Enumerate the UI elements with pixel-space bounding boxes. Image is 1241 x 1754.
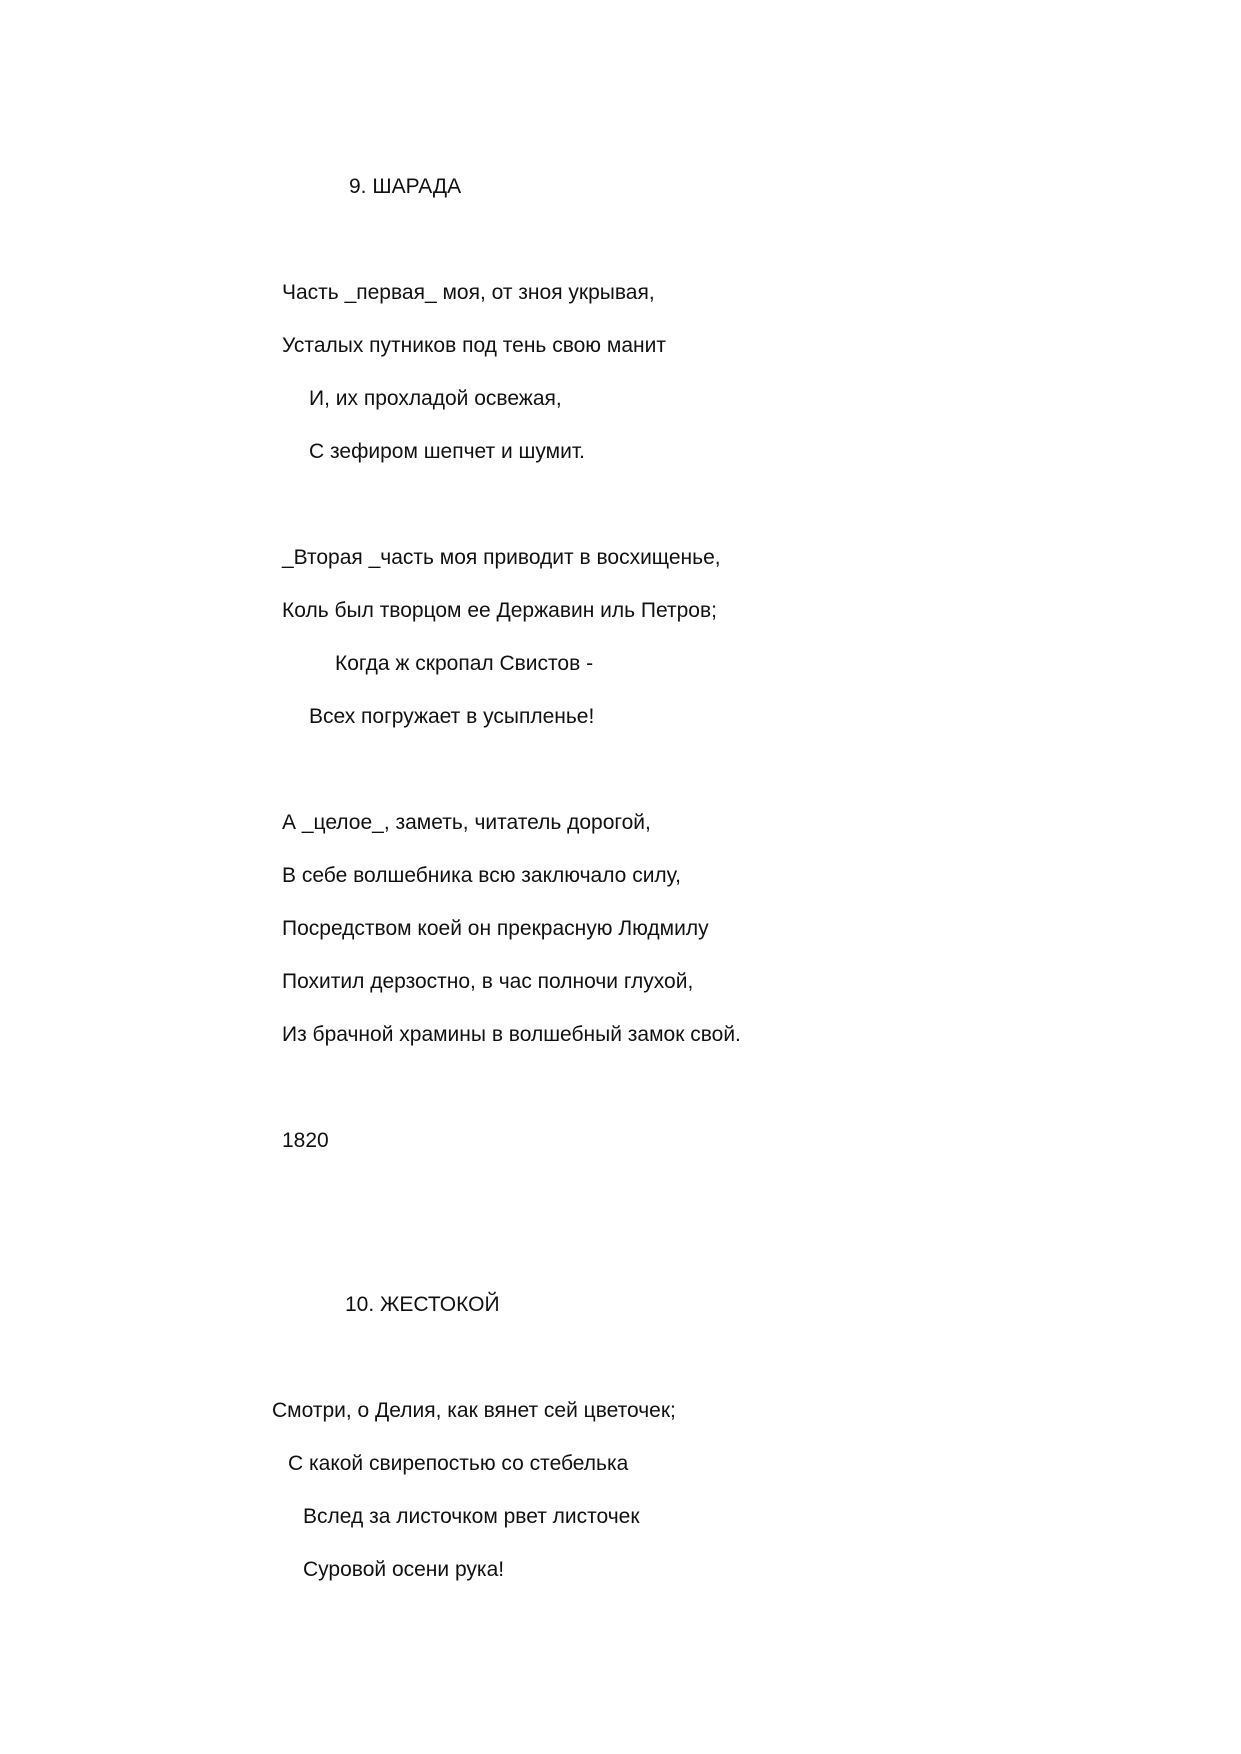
poem-title: 10. ЖЕСТОКОЙ	[345, 1293, 500, 1316]
poem-line: Из брачной храмины в волшебный замок свой.	[282, 1023, 741, 1046]
poem-line: Суровой осени рука!	[303, 1558, 505, 1581]
poem-line: Всех погружает в усыпленье!	[309, 705, 595, 728]
poem-line: Похитил дерзостно, в час полночи глухой,	[282, 970, 694, 993]
poem-line: И, их прохладой освежая,	[309, 387, 562, 410]
poem-line: Усталых путников под тень свою манит	[282, 334, 666, 357]
poem-line: Часть _первая_ моя, от зноя укрывая,	[282, 281, 655, 304]
poem-title: 9. ШАРАДА	[349, 175, 462, 198]
poem-line: С зефиром шепчет и шумит.	[309, 440, 585, 463]
poem-line: В себе волшебника всю заключало силу,	[282, 864, 681, 887]
poem-line: Посредством коей он прекрасную Людмилу	[282, 917, 709, 940]
poem-line: Коль был творцом ее Державин иль Петров;	[282, 599, 717, 622]
poem-year: 1820	[282, 1129, 329, 1152]
poem-line: _Вторая _часть моя приводит в восхищенье,	[282, 546, 721, 569]
poem-line: Вслед за листочком рвет листочек	[303, 1505, 640, 1528]
poem-line: А _целое_, заметь, читатель дорогой,	[282, 811, 651, 834]
poem-line: Когда ж скропал Свистов -	[335, 652, 594, 675]
poem-line: С какой свирепостью со стебелька	[288, 1452, 629, 1475]
poem-line: Смотри, о Делия, как вянет сей цветочек;	[272, 1399, 676, 1422]
